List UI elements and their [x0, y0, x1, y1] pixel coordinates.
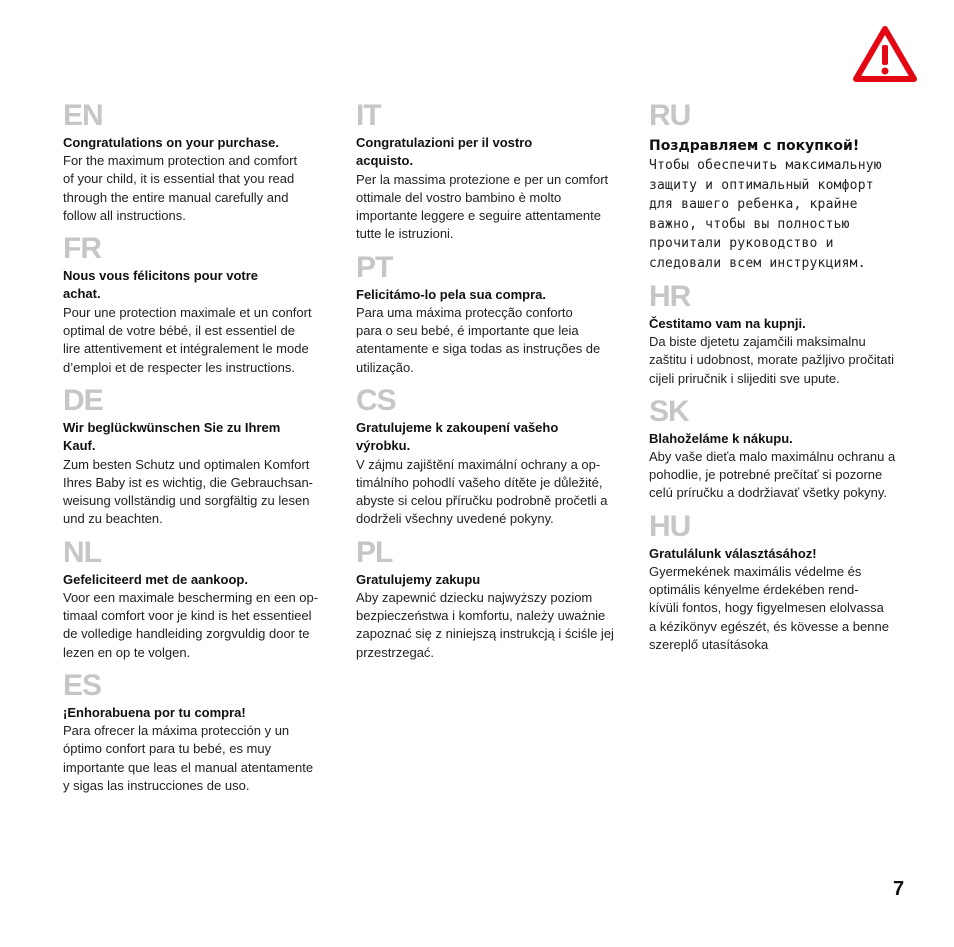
section-body: Aby zapewnić dziecku najwyższy poziom bezpieczeństwa i komfortu, należy uważnie zapoznać się z niniejszą instrukcją i ściśle jej przestrzegać.: [356, 589, 614, 660]
language-code: FR: [63, 232, 101, 266]
language-code: IT: [356, 99, 381, 132]
section-heading: Čestitamo vam na kupnji.: [649, 316, 806, 331]
language-code: DE: [63, 383, 103, 417]
section-sk: [649, 396, 911, 503]
section-fr: [63, 233, 325, 377]
language-code: NL: [63, 535, 101, 569]
page-number: 7: [893, 878, 905, 900]
section-it: [356, 100, 618, 244]
section-body: Voor een maximale bescherming en een op- timaal comfort voor je kind is het essentieel de volledige handleiding zorgvuldig door te lezen en op te volgen.: [63, 589, 319, 660]
section-heading: Congratulations on your purchase.: [63, 135, 279, 150]
section-hu: [649, 511, 911, 654]
section-heading: Blahoželáme k nákupu.: [649, 430, 793, 446]
section-body: Per la massima protezione e per un comfort ottimale del vostro bambino è molto importante leggere e seguire attentamente tutte le istruzioni.: [356, 171, 609, 242]
section-body: Zum besten Schutz und optimalen Komfort Ihres Baby ist es wichtig, die Gebrauchsan- weisung vollständig und sorgfältig zu lesen und zu beachten.: [63, 456, 314, 527]
language-code: PL: [356, 535, 393, 569]
section-body: Pour une protection maximale et un confort optimal de votre bébé, il est essentiel de lire attentivement et intégralement le mode d’emploi et de respecter les instructions.: [63, 304, 312, 375]
section-es: [63, 670, 325, 795]
section-de: [63, 385, 325, 529]
column-2: [356, 100, 618, 670]
section-pt: [356, 252, 618, 377]
section-heading: Felicitámo-lo pela sua compra.: [356, 286, 546, 302]
section-body: For the maximum protection and comfort of your child, it is essential that you read through the entire manual carefully and follow all instructions.: [63, 153, 298, 223]
section-body: Aby vaše dieťa malo maximálnu ochranu a pohodlie, je potrebné prečítať si pozorne celú príručku a dodržiavať všetky pokyny.: [649, 448, 896, 501]
section-body: Da biste djetetu zajamčili maksimalnu zaštitu i udobnost, morate pažljivo pročitati cijeli priručnik i slijediti sve upute.: [649, 334, 894, 386]
section-body: Para uma máxima protecção conforto para o seu bebé, é importante que leia atentamente e siga todas as instruções de utilização.: [356, 304, 601, 375]
language-code: ES: [63, 668, 102, 702]
section-nl: [63, 537, 325, 662]
section-body: Gyermekének maximális védelme és optimális kényelme érdekében rend- kívüli fontos, hogy figyelmesen elolvassa a kézikönyv egészét, és kövesse a benne szereplő utasításoka: [649, 563, 889, 652]
language-code: CS: [356, 383, 396, 417]
warning-triangle-icon: [852, 25, 918, 83]
section-heading: Gratulujeme k zakoupení vašeho výrobku.: [356, 419, 559, 454]
section-cs: [356, 385, 618, 529]
section-heading: Gratulálunk választásához!: [649, 545, 817, 561]
language-code: RU: [649, 99, 691, 132]
section-heading: Gratulujemy zakupu: [356, 571, 481, 587]
section-heading: Nous vous félicitons pour votre achat.: [63, 268, 259, 302]
section-en: [63, 100, 325, 225]
section-heading: Congratulazioni per il vostro acquisto.: [356, 135, 533, 169]
section-heading: Wir beglückwünschen Sie zu Ihrem Kauf.: [63, 419, 281, 454]
section-ru: [649, 100, 911, 273]
section-heading: ¡Enhorabuena por tu compra!: [63, 704, 246, 720]
section-body: Para ofrecer la máxima protección y un óptimo confort para tu bebé, es muy importante que leas el manual atentamente y sigas las instrucciones de uso.: [63, 722, 314, 793]
language-code: HR: [649, 280, 691, 313]
section-heading: Gefeliciteerd met de aankoop.: [63, 571, 248, 587]
language-code: SK: [649, 394, 689, 428]
section-hr: [649, 281, 911, 388]
section-heading: Поздравляем с покупкой!: [649, 138, 860, 154]
section-body: Чтобы обеспечить максимальную защиту и оптимальный комфорт для вашего ребенка, крайне важно, чтобы вы полностью прочитали руководство и следовали всем инструкциям.: [649, 158, 882, 271]
section-body: V zájmu zajištění maximální ochrany a op- timálního pohodlí vašeho dítěte je důležité, abyste si celou příručku podrobně pročetli a dodrželi všechny uvedené pokyny.: [356, 456, 608, 527]
section-pl: [356, 537, 618, 662]
language-code: EN: [63, 99, 103, 132]
column-1: [63, 100, 325, 803]
column-3: [649, 100, 911, 662]
language-code: PT: [356, 250, 393, 284]
language-code: HU: [649, 509, 691, 543]
